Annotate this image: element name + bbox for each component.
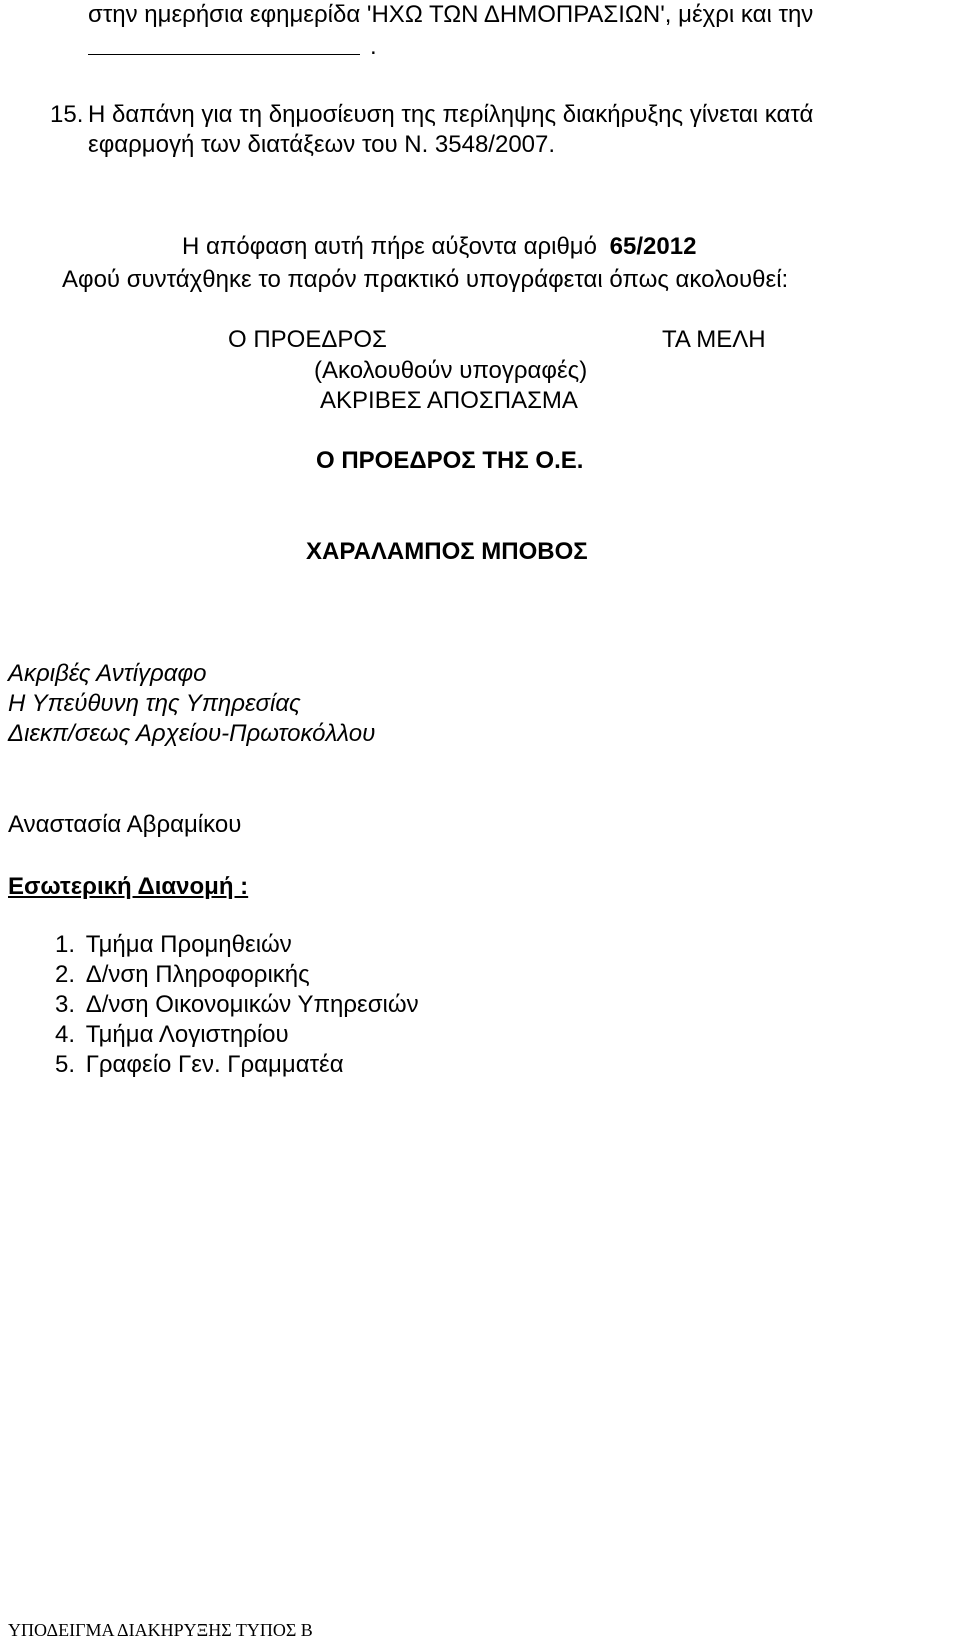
- president-name: ΧΑΡΑΛΑΜΠΟΣ ΜΠΟΒΟΣ: [306, 538, 588, 565]
- intro-line: στην ημερήσια εφημερίδα 'ΗΧΩ ΤΩΝ ΔΗΜΟΠΡΑΣΙΩΝ', μέχρι και την: [88, 1, 814, 28]
- item-text-line1: Η δαπάνη για τη δημοσίευση της περίληψης διακήρυξης γίνεται κατά: [88, 101, 814, 128]
- list-item: [55, 990, 419, 1020]
- list-item: [55, 1050, 344, 1080]
- list-item-text: Τμήμα Λογιστηρίου: [85, 1021, 289, 1048]
- signing-line: Αφού συντάχθηκε το παρόν πρακτικό υπογράφεται όπως ακολουθεί:: [62, 266, 789, 293]
- members-label: ΤΑ ΜΕΛΗ: [662, 326, 766, 353]
- decision-prefix: Η απόφαση αυτή πήρε αύξοντα αριθμό: [182, 233, 597, 260]
- list-item-number: 4.: [55, 1021, 76, 1048]
- list-item: [55, 960, 310, 990]
- item-text-line2: εφαρμογή των διατάξεων του Ν. 3548/2007.: [88, 131, 556, 158]
- list-item-number: 2.: [55, 961, 76, 988]
- certification-line3: Διεκπ/σεως Αρχείου-Πρωτοκόλλου: [8, 720, 376, 747]
- decision-number: 65/2012: [609, 233, 697, 260]
- footer-text: ΥΠΟΔΕΙΓΜΑ ΔΙΑΚΗΡΥΞΗΣ ΤΥΠΟΣ Β: [8, 1620, 313, 1640]
- distribution-heading: Εσωτερική Διανομή :: [8, 873, 249, 900]
- list-item-text: Δ/νση Οικονομικών Υπηρεσιών: [85, 991, 419, 1018]
- blank-line: [88, 54, 360, 55]
- list-item-number: 1.: [55, 931, 76, 958]
- list-item-number: 3.: [55, 991, 76, 1018]
- signatures-follow: (Ακολουθούν υπογραφές): [314, 357, 588, 384]
- list-item-number: 5.: [55, 1051, 76, 1078]
- exact-extract: ΑΚΡΙΒΕΣ ΑΠΟΣΠΑΣΜΑ: [320, 387, 578, 414]
- certification-line1: Ακριβές Αντίγραφο: [8, 660, 207, 687]
- blank-period: .: [370, 33, 377, 60]
- list-item-text: Γραφείο Γεν. Γραμματέα: [85, 1051, 344, 1078]
- list-item: [55, 1020, 289, 1050]
- list-item: [55, 930, 292, 960]
- certification-line2: Η Υπεύθυνη της Υπηρεσίας: [8, 690, 301, 717]
- president-label: Ο ΠΡΟΕΔΡΟΣ: [228, 326, 387, 353]
- list-item-text: Τμήμα Προμηθειών: [85, 931, 292, 958]
- list-item-text: Δ/νση Πληροφορικής: [85, 961, 310, 988]
- certifier-name: Αναστασία Αβραμίκου: [8, 811, 242, 838]
- president-title: Ο ΠΡΟΕΔΡΟΣ ΤΗΣ Ο.Ε.: [316, 447, 584, 474]
- item-number: 15.: [50, 101, 84, 128]
- decision-line: [182, 232, 696, 262]
